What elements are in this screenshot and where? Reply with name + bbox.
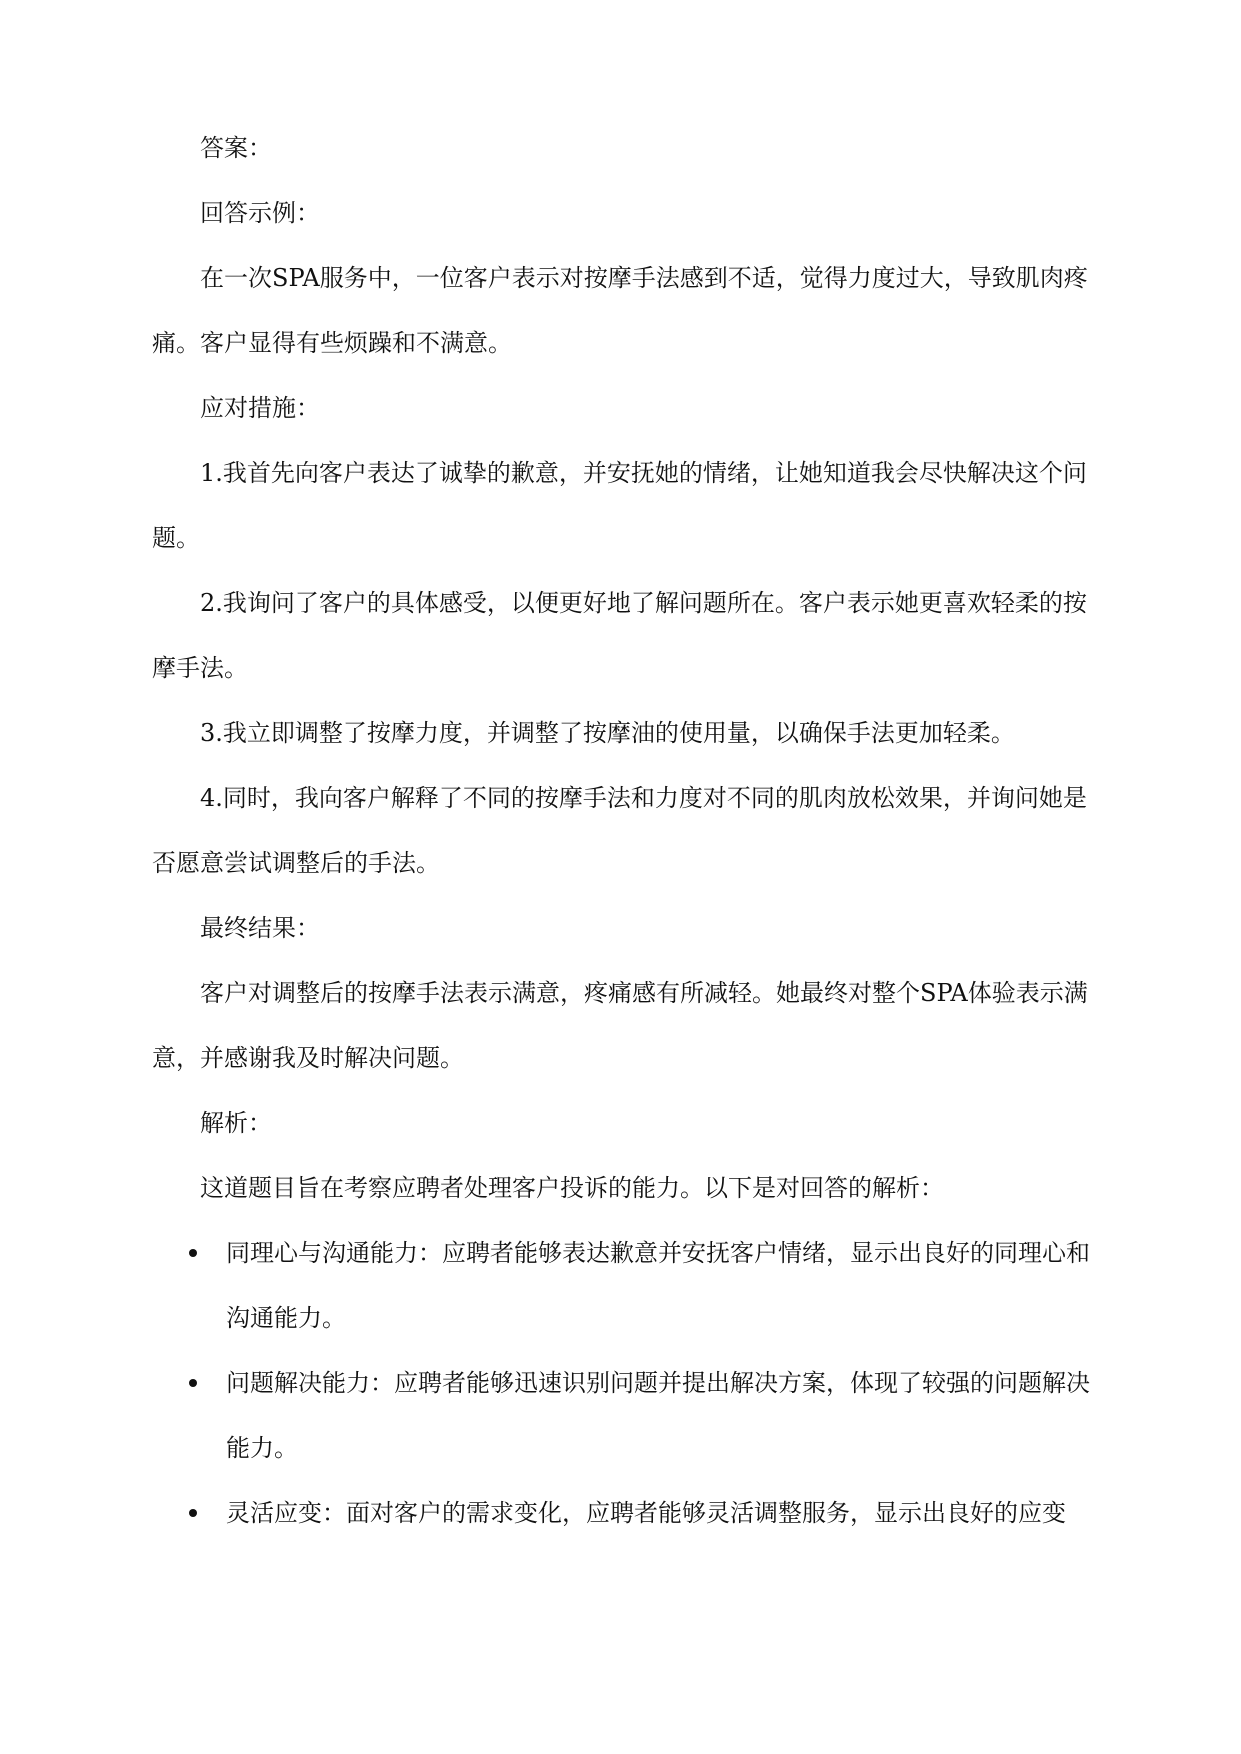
scenario-paragraph: 在一次SPA服务中，一位客户表示对按摩手法感到不适，觉得力度过大，导致肌肉疼痛。客户显得有些烦躁和不满意。 <box>152 264 1088 357</box>
result-heading: 最终结果： <box>200 914 320 942</box>
measure-item-2: 2.我询问了客户的具体感受，以便更好地了解问题所在。客户表示她更喜欢轻柔的按摩手法。 <box>152 589 1087 682</box>
analysis-intro: 这道题目旨在考察应聘者处理客户投诉的能力。以下是对回答的解析： <box>200 1174 944 1202</box>
bullet-icon <box>189 1379 197 1387</box>
result-paragraph: 客户对调整后的按摩手法表示满意，疼痛感有所减轻。她最终对整个SPA体验表示满意，并感谢我及时解决问题。 <box>152 979 1088 1072</box>
measures-heading: 应对措施： <box>200 394 320 422</box>
analysis-point-text: 问题解决能力：应聘者能够迅速识别问题并提出解决方案，体现了较强的问题解决能力。 <box>226 1369 1090 1462</box>
analysis-heading: 解析： <box>200 1109 272 1137</box>
measure-item-3: 3.我立即调整了按摩力度，并调整了按摩油的使用量，以确保手法更加轻柔。 <box>200 719 1015 747</box>
example-heading: 回答示例： <box>200 199 320 227</box>
measure-item-4: 4.同时，我向客户解释了不同的按摩手法和力度对不同的肌肉放松效果，并询问她是否愿意尝试调整后的手法。 <box>152 784 1087 877</box>
analysis-point <box>152 1351 1092 1481</box>
analysis-point <box>152 1221 1092 1351</box>
answer-heading: 答案： <box>200 134 272 162</box>
document-body <box>152 116 1092 1546</box>
analysis-point-text: 同理心与沟通能力：应聘者能够表达歉意并安抚客户情绪，显示出良好的同理心和沟通能力。 <box>226 1239 1090 1332</box>
analysis-point-text: 灵活应变：面对客户的需求变化，应聘者能够灵活调整服务，显示出良好的应变 <box>226 1499 1066 1527</box>
analysis-point <box>152 1481 1092 1546</box>
bullet-icon <box>189 1509 197 1517</box>
measure-item-1: 1.我首先向客户表达了诚挚的歉意，并安抚她的情绪，让她知道我会尽快解决这个问题。 <box>152 459 1087 552</box>
bullet-icon <box>189 1249 197 1257</box>
